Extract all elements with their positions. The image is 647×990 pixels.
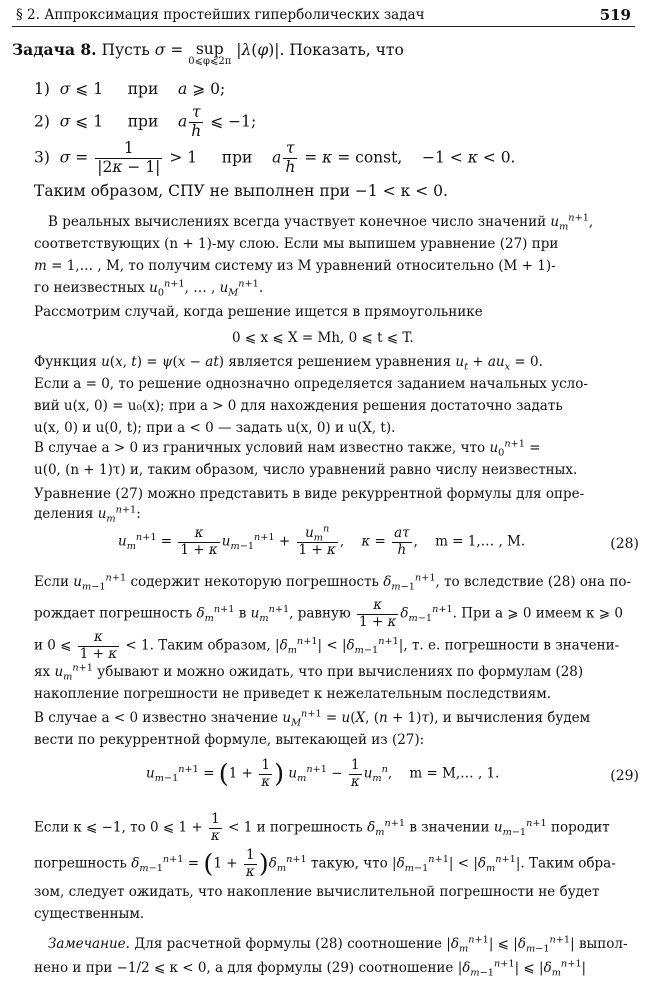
p8-line3: зом, следует ожидать, что накопление вычислительной погрешности не будет <box>34 884 600 900</box>
task-item-1: 1) σ ⩽ 1 при a ⩾ 0; <box>34 80 226 98</box>
sup-operator: sup 0⩽φ⩽2π <box>188 40 232 67</box>
p5-line2: деления $u_m^{n+1}$: <box>34 504 141 525</box>
p6-line1: Если $u_{m-1}^{n+1}$ содержит некоторую погрешность $\delta_{m-1}^{n+1}$, то вследствие (28) она по- <box>34 572 632 593</box>
task-item-2: 2) σ ⩽ 1 при a $\frac{\tau}{h}$ ⩽ −1; <box>34 103 257 140</box>
remark-line2: нено и при −1/2 ⩽ κ < 0, а для формулы (29) соотношение $|\delta_{m-1}^{n+1}|$ ⩽ $|\delta_m^{n+1}|$ <box>34 958 587 979</box>
p7-line2: вести по рекуррентной формуле, вытекающей из (27): <box>34 732 425 748</box>
page-number: 519 <box>599 6 631 24</box>
equation-29: $u_{m-1}^{n+1} = (1$ + $\frac{1}{\kappa}$ ) $u_m^{n+1}$ − $\frac{1}{\kappa}$ $u_m^n$, m = M,… , 1. <box>146 757 500 790</box>
task-item-3: 3) σ = $\frac{1}{|2\kappa - 1|}$ > 1 при a $\frac{\tau}{h}$ = κ = const, −1 < κ < 0. <box>34 139 516 176</box>
p6-line2: рождает погрешность $\delta_m^{n+1}$ в $u_m^{n+1}$, равную $\frac{\kappa}{1 + \kappa}$ $\delta_{m-1}^{n+1}$. При a ⩾ 0 имеем κ ⩾ 0 <box>34 597 623 630</box>
task-conclusion: Таким образом, СПУ не выполнен при −1 < κ < 0. <box>34 182 448 200</box>
p8-line1: Если κ ⩽ −1, то 0 ⩽ 1 + $\frac{1}{\kappa}$ < 1 и погрешность $\delta_m^{n+1}$ в значении $u_{m-1}^{n+1}$ породит <box>34 811 610 844</box>
rect-domain: 0 ⩽ x ⩽ X = Mh, 0 ⩽ t ⩽ T. <box>232 330 414 346</box>
p6-line4: ях $u_m^{n+1}$ убывают и можно ожидать, что при вычислениях по формулам (28) <box>34 662 584 683</box>
p2: Рассмотрим случай, когда решение ищется в прямоугольнике <box>34 304 483 320</box>
p8-line4: существенным. <box>34 906 145 922</box>
task-intro: Пусть <box>101 41 150 59</box>
section-title: § 2. Аппроксимация простейших гиперболических задач <box>16 7 425 23</box>
p1-line2: соответствующих (n + 1)-му слою. Если мы выпишем уравнение (27) при <box>34 236 559 252</box>
p6-line5: накопление погрешности не приведет к нежелательным последствиям. <box>34 686 552 702</box>
p1-line4: го неизвестных $u_0^{n+1}$, … , $u_M^{n+1}$. <box>34 278 264 299</box>
p3-line4: u(x, 0) и u(0, t); при a < 0 — задать u(x, 0) и u(X, t). <box>34 420 396 436</box>
p7-line1: В случае a < 0 известно значение $u_M^{n+1} = u(X$, (n + 1)τ), и вычисления будем <box>34 708 591 729</box>
p3-line2: Если a = 0, то решение однозначно определяется заданием начальных усло- <box>34 376 588 392</box>
p3-line1: Функция u(x, t) = ψ(x − at) является решением уравнения $u_t + au_x = 0$. <box>34 354 543 373</box>
p1-line3: m = 1,… , M, то получим систему из M уравнений относительно (M + 1)- <box>34 258 556 274</box>
p4-line2: u(0, (n + 1)τ) и, таким образом, число уравнений равно числу неизвестных. <box>34 462 578 478</box>
p8-line2: погрешность $\delta_{m-1}^{n+1} = (1$ + $\frac{1}{\kappa}$ )$\delta_m^{n+1}$ такую, что $|\delta_{m-1}^{n+1}| < |\delta_m^{n+1}|$. Таким обра- <box>34 847 616 880</box>
remark-title: Замечание. <box>48 936 130 952</box>
equation-28-tag: (28) <box>610 536 639 552</box>
p4-line1: В случае a > 0 из граничных условий нам известно также, что $u_0^{n+1}$ = <box>34 438 541 459</box>
task-statement: Задача 8. Пусть σ = sup 0⩽φ⩽2π |λ(φ)|. Показать, что <box>12 40 404 67</box>
equation-29-tag: (29) <box>610 768 639 784</box>
task-title: Задача 8. <box>12 40 97 59</box>
p6-line3: и 0 ⩽ $\frac{\kappa}{1 + \kappa}$ < 1. Таким образом, $|\delta_m^{n+1}| < |\delta_{m-1}^{n+1}|$, т. е. погрешности в значени- <box>34 629 620 662</box>
p5-line1: Уравнение (27) можно представить в виде рекуррентной формулы для опре- <box>34 486 585 502</box>
equation-28: $u_m^{n+1}$ = $\frac{\kappa}{1 + \kappa}$ $u_{m-1}^{n+1}$ + $\frac{u_m^n}{1 + \kappa}$ , κ = $\frac{a\tau}{h}$ , m = 1,… , M. <box>118 523 526 558</box>
p1-line1: В реальных вычислениях всегда участвует конечное число значений $u_m^{n+1}$, <box>48 212 594 233</box>
remark-line1: Замечание. Для расчетной формулы (28) соотношение $|\delta_m^{n+1}|$ ⩽ $|\delta_{m-1}^{n+1}|$ выпол- <box>48 934 628 955</box>
running-header <box>12 4 635 27</box>
task-show: . Показать, что <box>279 41 404 59</box>
p3-line3: вий u(x, 0) = u₀(x); при a > 0 для нахождения решения достаточно задать <box>34 398 563 414</box>
